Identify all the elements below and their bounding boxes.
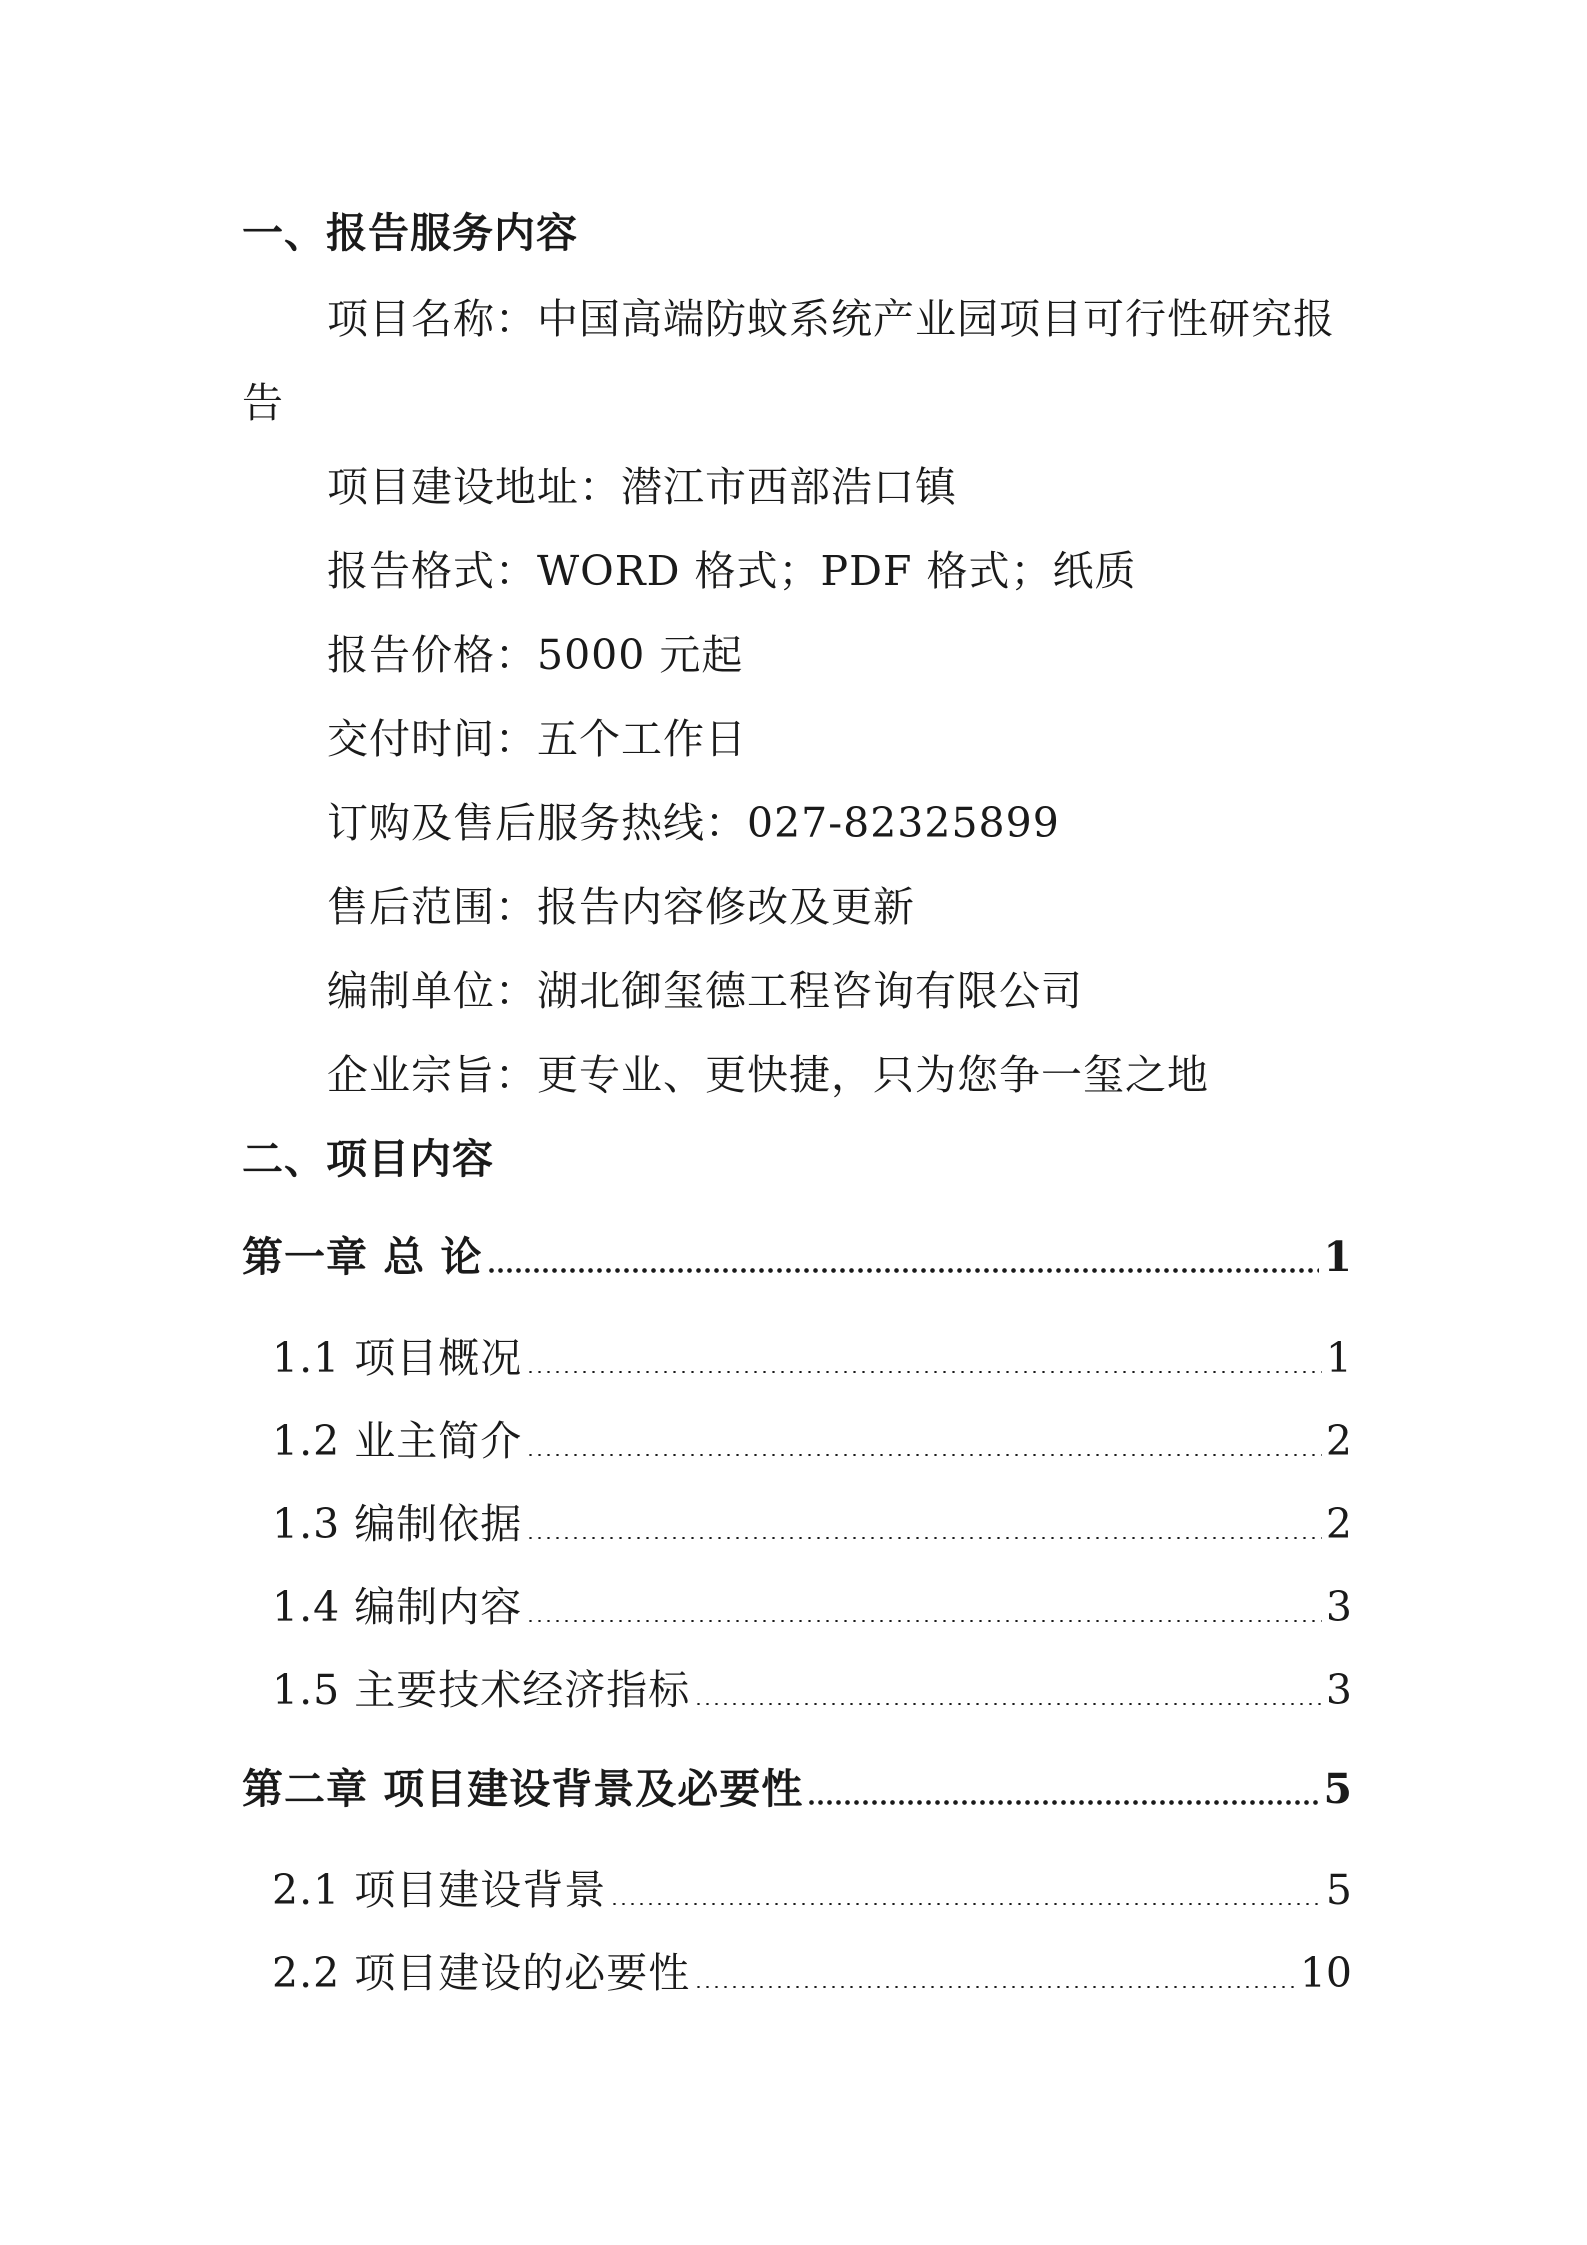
toc-entry-title: 1.2 业主简介 (272, 1417, 523, 1465)
toc-dot-leader (694, 1986, 1296, 1988)
toc-entry-title: 第二章 项目建设背景及必要性 (242, 1765, 804, 1813)
toc-entry-page: 1 (1323, 1233, 1352, 1281)
toc-entry-1-5[interactable] (272, 1665, 1352, 1715)
section-heading-project-content: 二、项目内容 (242, 1135, 494, 1183)
project-name-text: 项目名称：中国高端防蚊系统产业园项目可行性研究报 (327, 295, 1335, 343)
toc-dot-leader (526, 1537, 1322, 1539)
toc-dot-leader (694, 1703, 1322, 1705)
toc-entry-title: 1.5 主要技术经济指标 (272, 1666, 691, 1714)
project-address-text: 项目建设地址：潜江市西部浩口镇 (327, 463, 957, 511)
toc-entry-page: 5 (1325, 1866, 1352, 1914)
toc-entry-chapter-2[interactable] (242, 1764, 1352, 1814)
toc-entry-page: 2 (1325, 1500, 1352, 1548)
project-name-text-continued: 告 (242, 379, 284, 427)
after-sales-scope-text: 售后范围：报告内容修改及更新 (327, 883, 915, 931)
compiler-text: 编制单位：湖北御玺德工程咨询有限公司 (327, 967, 1083, 1015)
toc-dot-leader (807, 1800, 1319, 1805)
toc-entry-title: 1.3 编制依据 (272, 1500, 523, 1548)
section-heading-service: 一、报告服务内容 (242, 209, 578, 257)
report-price-text: 报告价格：5000 元起 (327, 631, 744, 679)
company-mission-text: 企业宗旨：更专业、更快捷，只为您争一玺之地 (327, 1051, 1209, 1099)
report-format-text: 报告格式：WORD 格式；PDF 格式；纸质 (327, 547, 1137, 595)
toc-entry-title: 第一章 总 论 (242, 1233, 483, 1281)
toc-entry-title: 2.1 项目建设背景 (272, 1866, 607, 1914)
toc-dot-leader (526, 1620, 1322, 1622)
toc-entry-chapter-1[interactable] (242, 1232, 1352, 1282)
toc-entry-2-1[interactable] (272, 1865, 1352, 1915)
hotline-text: 订购及售后服务热线：027-82325899 (327, 799, 1060, 847)
toc-dot-leader (526, 1371, 1322, 1373)
toc-entry-page: 3 (1325, 1583, 1352, 1631)
toc-entry-page: 5 (1323, 1765, 1352, 1813)
toc-entry-1-3[interactable] (272, 1499, 1352, 1549)
toc-entry-page: 10 (1299, 1949, 1352, 1997)
toc-entry-page: 3 (1325, 1666, 1352, 1714)
toc-entry-page: 2 (1325, 1417, 1352, 1465)
toc-entry-title: 1.1 项目概况 (272, 1334, 523, 1382)
toc-entry-title: 2.2 项目建设的必要性 (272, 1949, 691, 1997)
toc-entry-title: 1.4 编制内容 (272, 1583, 523, 1631)
toc-entry-2-2[interactable] (272, 1948, 1352, 1998)
toc-dot-leader (610, 1903, 1322, 1905)
toc-dot-leader (487, 1268, 1320, 1273)
delivery-time-text: 交付时间：五个工作日 (327, 715, 747, 763)
toc-entry-1-4[interactable] (272, 1582, 1352, 1632)
toc-entry-1-2[interactable] (272, 1416, 1352, 1466)
toc-entry-page: 1 (1325, 1334, 1352, 1382)
toc-dot-leader (526, 1454, 1322, 1456)
toc-entry-1-1[interactable] (272, 1333, 1352, 1383)
